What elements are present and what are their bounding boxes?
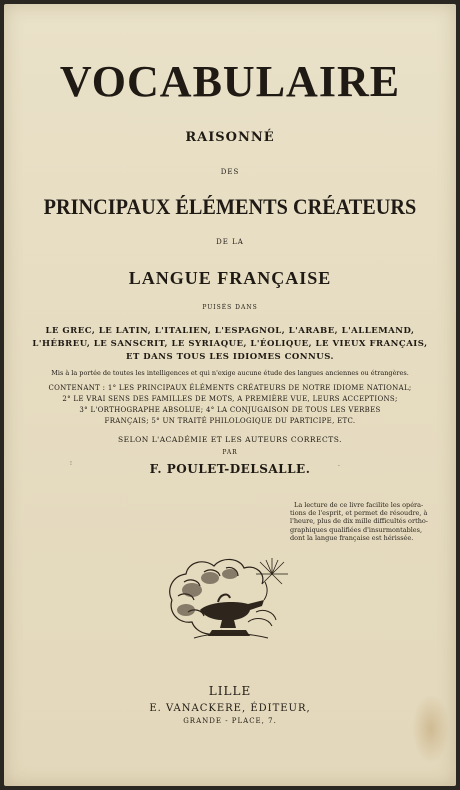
author-name: F. POULET-DELSALLE. xyxy=(149,462,311,476)
oil-lamp-emblem-icon xyxy=(164,552,294,644)
sources-line: LE GREC, LE LATIN, L'ITALIEN, L'ESPAGNOL, L'ARABE, L'ALLEMAND, xyxy=(45,326,415,336)
contents-line: 2° LE VRAI SENS DES FAMILLES DE MOTS, A PREMIÈRE VUE, LEURS ACCEPTIONS; xyxy=(62,395,398,403)
contents-line: CONTENANT : 1° LES PRINCIPAUX ÉLÉMENTS CRÉATEURS DE NOTRE IDIOME NATIONAL; xyxy=(48,384,412,392)
quote-line: tions de l'esprit, et permet de résoudre, à xyxy=(290,509,428,518)
ink-speck: ⁝ xyxy=(70,460,72,467)
title-page xyxy=(4,4,456,786)
sources-heading: PUISÉS DANS xyxy=(202,304,258,311)
subtitle-raisonne: RAISONNÉ xyxy=(185,130,275,145)
sources-line: L'HÉBREU, LE SANSCRIT, LE SYRIAQUE, L'ÉOLIQUE, LE VIEUX FRANÇAIS, xyxy=(32,339,428,349)
subtitle-des: DES xyxy=(220,168,240,176)
imprint-address: GRANDE - PLACE, 7. xyxy=(183,717,277,725)
subtitle-langue: LANGUE FRANÇAISE xyxy=(128,268,332,288)
quote-line: l'heure, plus de dix mille difficultés ortho- xyxy=(290,517,428,526)
authority-line: SELON L'ACADÉMIE ET LES AUTEURS CORRECTS. xyxy=(118,435,342,444)
ink-speck: · xyxy=(338,463,340,470)
subtitle-de-la: DE LA xyxy=(216,238,244,246)
contents-line: 3° L'ORTHOGRAPHE ABSOLUE; 4° LA CONJUGAISON DE TOUS LES VERBES xyxy=(79,406,381,414)
quote-line: graphiques qualifiées d'insurmontables, xyxy=(290,525,423,534)
contents-line: FRANÇAIS; 5° UN TRAITÉ PHILOLOGIQUE DU PARTICIPE, ETC. xyxy=(104,417,356,425)
imprint-city: LILLE xyxy=(208,684,252,698)
sources-line: ET DANS TOUS LES IDIOMES CONNUS. xyxy=(125,352,335,362)
by-label: PAR xyxy=(222,449,238,456)
accessibility-note: Mis à la portée de toutes les intelligences et qui n'exige aucune étude des langues anciennes ou étrangères. xyxy=(51,369,409,377)
book-title: VOCABULAIRE xyxy=(59,57,401,106)
subtitle-principaux: PRINCIPAUX ÉLÉMENTS CRÉATEURS xyxy=(43,194,417,219)
quote-line: La lecture de ce livre facilite les opéra- xyxy=(294,501,424,509)
quote-line: dont la langue française est hérissée. xyxy=(290,533,414,542)
imprint-publisher: E. VANACKERE, ÉDITEUR, xyxy=(149,703,311,714)
epigraph-quote xyxy=(290,501,440,542)
